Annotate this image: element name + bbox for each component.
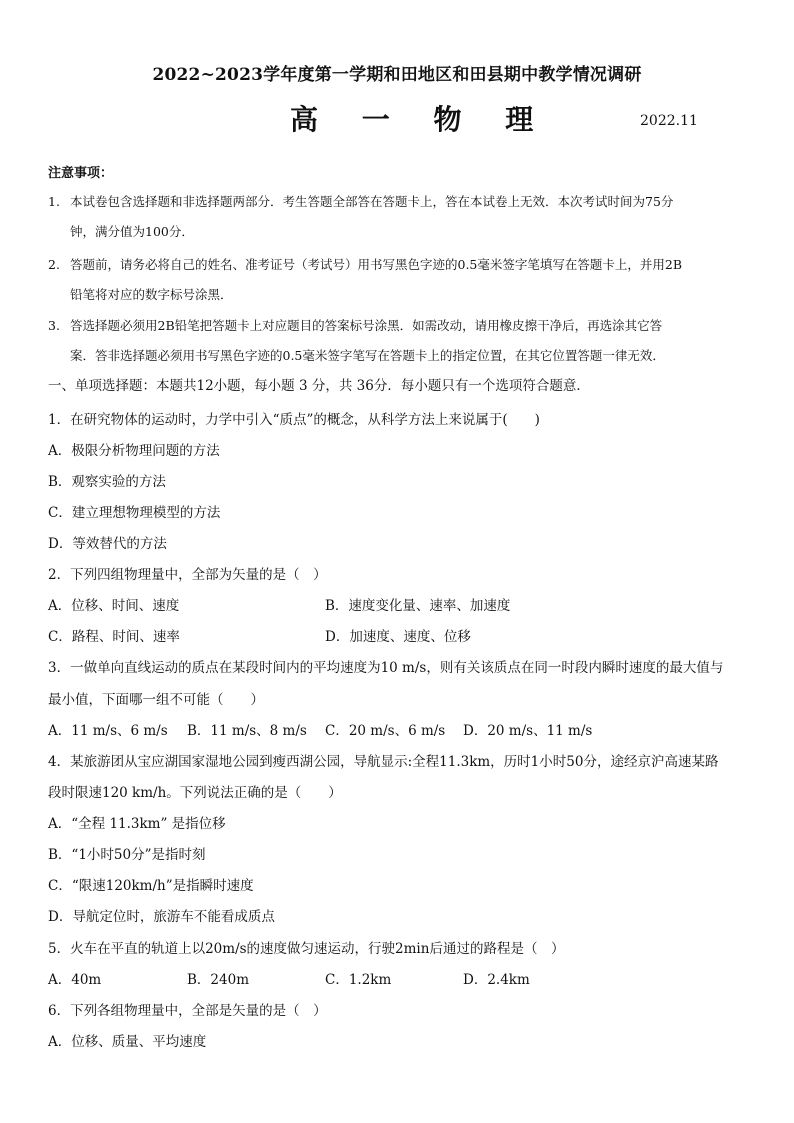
note-item-2 [48,250,748,310]
section-heading: 一、单项选择题：本题共12小题，每小题 3 分，共 36分．每小题只有一个选项符合题意． [48,378,590,394]
question-6-stem: 6．下列各组物理量中，全部是矢量的是（ ） [48,1003,327,1019]
question-5-option-a: A．40m [48,972,102,988]
question-4-stem: 4．某旅游团从宝应湖国家湿地公园到瘦西湖公园，导航显示:全程11.3km，历时1小时50分，途经京沪高速某路 [48,754,719,770]
question-1-option-b: B．观察实验的方法 [48,474,166,490]
notes-title: 注意事项： [48,166,114,181]
question-4-option-b: B．“1小时50分”是指时刻 [48,847,206,863]
subject-title: 高 一 物 理 [290,103,536,136]
note-item-3 [48,311,748,371]
question-3-stem-cont: 最小值，下面哪一组不可能（ ） [48,692,264,708]
question-2-option-a: A．位移、时间、速度 [48,598,180,614]
exam-title: 2022~2023学年度第一学期和田地区和田县期中教学情况调研 [152,65,642,85]
question-3-option-a: A．11 m/s、6 m/s [48,723,168,739]
question-3-stem: 3．一做单向直线运动的质点在某段时间内的平均速度为10 m/s，则有关该质点在同一时段内瞬时速度的最大值与 [48,660,724,676]
note-text-cont: 钟，满分值为100分． [70,224,194,239]
question-1-stem: 1．在研究物体的运动时，力学中引入“质点”的概念，从科学方法上来说属于( ) [48,412,540,428]
note-item-1 [48,187,748,247]
question-4-option-d: D．导航定位时，旅游车不能看成质点 [48,909,275,925]
note-text-cont: 铅笔将对应的数字标号涂黑． [70,287,233,302]
question-5-stem: 5．火车在平直的轨道上以20m/s的速度做匀速运动，行驶2min后通过的路程是（ ） [48,941,565,957]
question-3-option-d: D．20 m/s、11 m/s [463,723,593,739]
question-5-option-c: C．1.2km [325,972,392,988]
question-6-option-a: A．位移、质量、平均速度 [48,1034,207,1050]
question-2-option-b: B．速度变化量、速率、加速度 [325,598,511,614]
question-1-option-d: D．等效替代的方法 [48,536,167,552]
question-5-option-d: D．2.4km [463,972,530,988]
question-4-option-a: A．“全程 11.3km” 是指位移 [48,816,226,832]
question-4-option-c: C．“限速120km/h”是指瞬时速度 [48,878,254,894]
question-2-stem: 2．下列四组物理量中，全部为矢量的是（ ） [48,567,327,583]
question-1-option-c: C．建立理想物理模型的方法 [48,505,221,521]
question-1-option-a: A．极限分析物理问题的方法 [48,443,220,459]
note-number: 1. [48,194,60,209]
question-2-option-c: C．路程、时间、速率 [48,629,180,645]
note-number: 2. [48,257,60,272]
note-number: 3. [48,318,60,333]
question-5-option-b: B．240m [187,972,249,988]
exam-date: 2022.11 [640,113,698,129]
note-text: 答题前，请务必将自己的姓名、准考证号（考试号）用书写黑色字迹的0.5毫米签字笔填写在答题卡上，并用2B [70,257,683,272]
question-3-option-c: C．20 m/s、6 m/s [325,723,446,739]
question-4-stem-cont: 段时限速120 km/h。下列说法正确的是（ ） [48,785,342,801]
question-2-option-d: D．加速度、速度、位移 [325,629,471,645]
question-3-option-b: B．11 m/s、8 m/s [187,723,307,739]
note-text: 本试卷包含选择题和非选择题两部分．考生答题全部答在答题卡上，答在本试卷上无效．本次考试时间为75分 [70,194,674,209]
note-text: 答选择题必须用2B铅笔把答题卡上对应题目的答案标号涂黑．如需改动，请用橡皮擦干净后，再选涂其它答 [70,318,663,333]
note-text-cont: 案．答非选择题必须用书写黑色字迹的0.5毫米签字笔写在答题卡上的指定位置，在其它位置答题一律无效． [70,348,665,363]
